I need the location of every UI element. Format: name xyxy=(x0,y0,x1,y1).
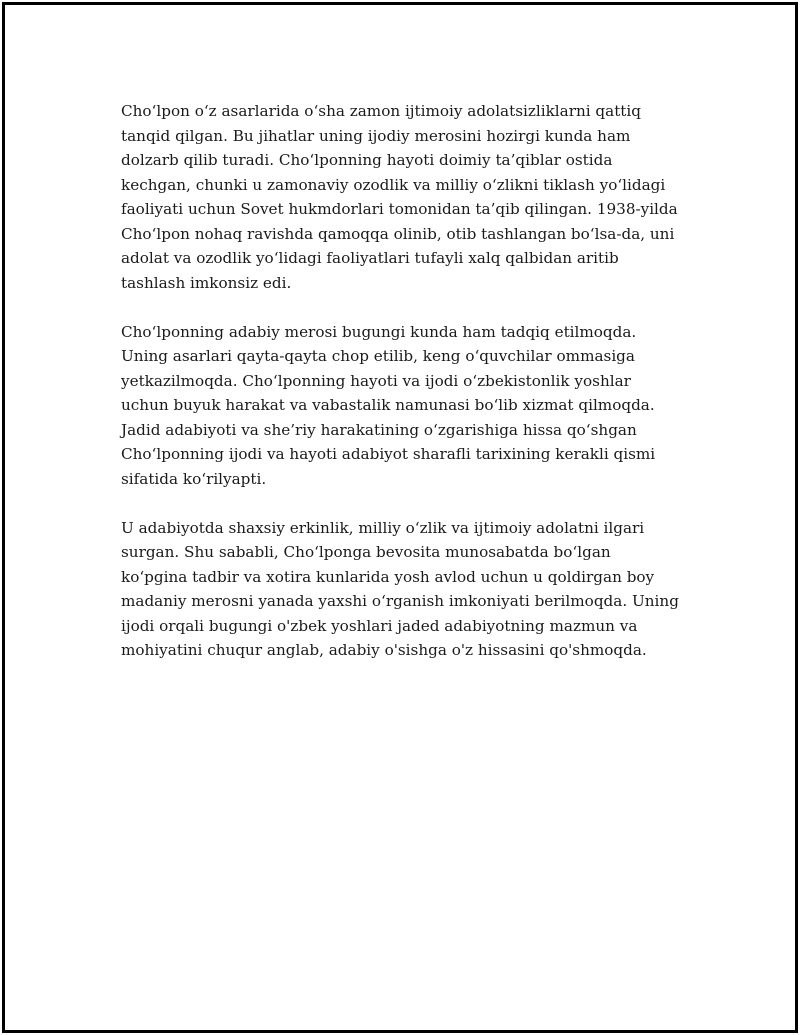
document-body xyxy=(121,99,681,687)
paragraph-2: Cho‘lponning adabiy merosi bugungi kunda ham tadqiq etilmoqda. Uning asarlari qayta-qayta chop etilib, keng o‘quvchilar ommasiga yetkazilmoqda. Cho‘lponning hayoti va ijodi o‘zbekistonlik yoshlar uchun buyuk harakat va vabastalik namunasi bo‘lib xizmat qilmoqda. Jadid adabiyoti va she’riy harakatining o‘zgarishiga hissa qo‘shgan Cho‘lponning ijodi va hayoti adabiyot sharafli tarixining kerakli qismi sifatida ko‘rilyapti. xyxy=(121,322,656,488)
paragraph-1: Cho‘lpon o‘z asarlarida o‘sha zamon ijtimoiy adolatsizliklarni qattiq tanqid qilgan. Bu jihatlar uning ijodiy merosini hozirgi kunda ham dolzarb qilib turadi. Cho‘lponning hayoti doimiy ta’qiblar ostida kechgan, chunki u zamonaviy ozodlik va milliy o‘zlikni tiklash yo‘lidagi faoliyati uchun Sovet hukmdorlari tomonidan ta’qib qilingan. 1938-yilda Cho‘lpon nohaq ravishda qamoqqa olinib, otib tashlangan bo‘lsa-da, uni adolat va ozodlik yo‘lidagi faoliyatlari tufayli xalq qalbidan aritib tashlash imkonsiz edi. xyxy=(121,102,678,292)
document-page xyxy=(2,2,798,1033)
paragraph-3: U adabiyotda shaxsiy erkinlik, milliy o‘zlik va ijtimoiy adolatni ilgari surgan. Shu sababli, Cho‘lponga bevosita munosabatda bo‘lgan ko‘pgina tadbir va xotira kunlarida yosh avlod uchun u qoldirgan boy madaniy merosni yanada yaxshi o‘rganish imkoniyati berilmoqda. Uning ijodi orqali bugungi o'zbek yoshlari jaded adabiyotning mazmun va mohiyatini chuqur anglab, adabiy o'sishga o'z hissasini qo'shmoqda. xyxy=(121,518,679,659)
